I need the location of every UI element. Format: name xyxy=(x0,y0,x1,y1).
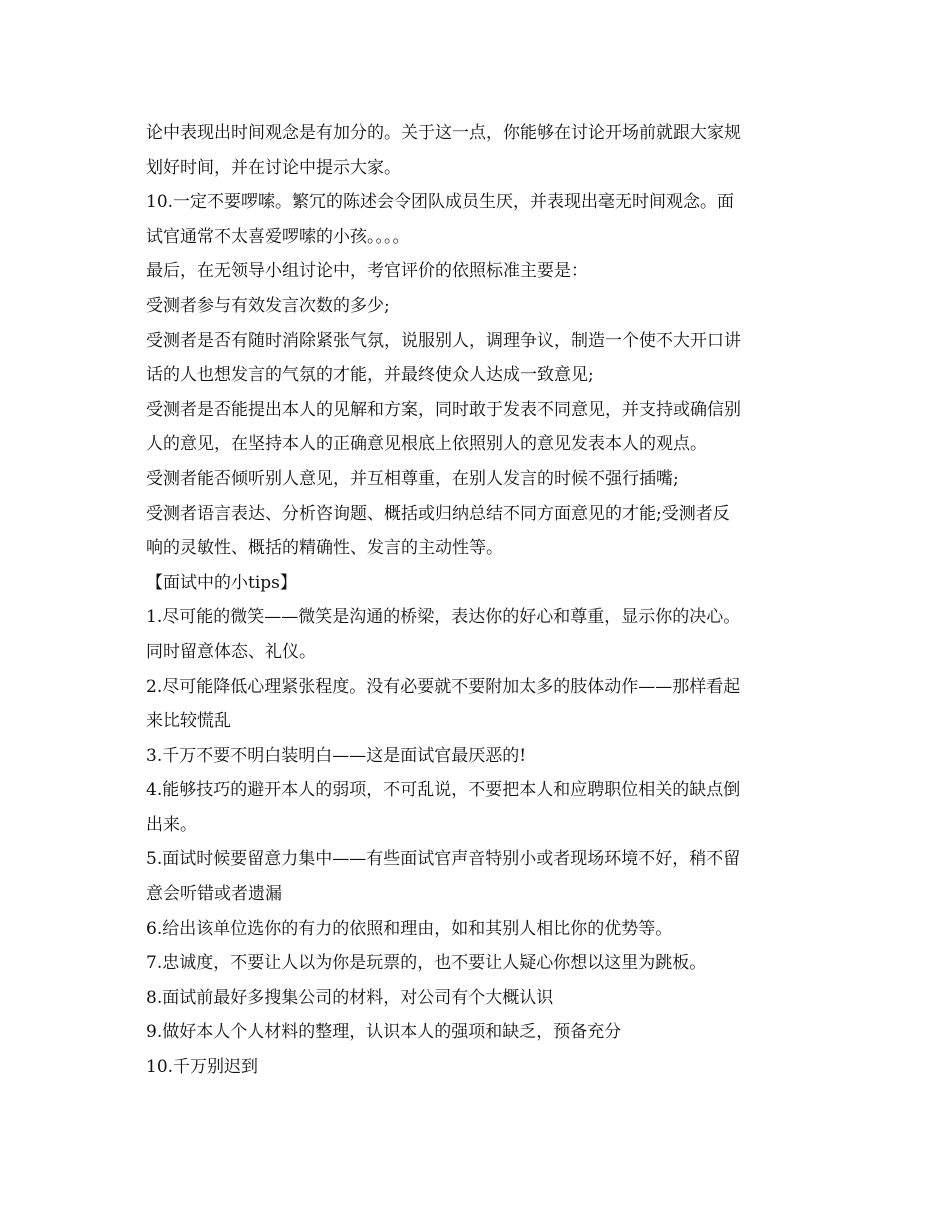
text-line: 受测者能否倾听别人意见，并互相尊重，在别人发言的时候不强行插嘴; xyxy=(146,468,679,489)
list-item: 2.尽可能降低心理紧张程度。没有必要就不要附加太多的肢体动作——那样看起 xyxy=(146,676,741,697)
text-line: 受测者语言表达、分析咨询题、概括或归纳总结不同方面意见的才能;受测者反 xyxy=(146,503,730,524)
text-line: 论中表现出时间观念是有加分的。关于这一点，你能够在讨论开场前就跟大家规 xyxy=(146,123,741,143)
text-line: 划好时间，并在讨论中提示大家。 xyxy=(146,157,401,178)
list-item: 6.给出该单位选你的有力的依照和理由，如和其别人相比你的优势等。 xyxy=(146,918,673,939)
text-line: 试官通常不太喜爱啰嗦的小孩。。。。 xyxy=(146,226,410,247)
text-line: 话的人也想发言的气氛的才能，并最终使众人达成一致意见; xyxy=(146,365,594,386)
list-item-continuation: 意会听错或者遗漏 xyxy=(146,884,282,905)
document-body xyxy=(146,116,814,1085)
text-line: 受测者是否有随时消除紧张气氛，说服别人，调理争议，制造一个使不大开口讲 xyxy=(146,330,741,351)
list-item-continuation: 同时留意体态、礼仪。 xyxy=(146,641,316,662)
text-line: 响的灵敏性、概括的精确性、发言的主动性等。 xyxy=(146,538,503,559)
list-item: 8.面试前最好多搜集公司的材料，对公司有个大概认识 xyxy=(146,987,554,1008)
section-heading: 【面试中的小tips】 xyxy=(146,572,297,593)
list-item: 3.千万不要不明白装明白——这是面试官最厌恶的! xyxy=(146,745,527,766)
text-line: 人的意见，在坚持本人的正确意见根底上依照别人的意见发表本人的观点。 xyxy=(146,434,707,455)
text-line: 受测者是否能提出本人的见解和方案，同时敢于发表不同意见，并支持或确信别 xyxy=(146,399,741,420)
text-line: 受测者参与有效发言次数的多少; xyxy=(146,295,390,316)
list-item: 4.能够技巧的避开本人的弱项，不可乱说，不要把本人和应聘职位相关的缺点倒 xyxy=(146,780,741,801)
list-item-continuation: 出来。 xyxy=(146,814,197,835)
text-line: 最后，在无领导小组讨论中，考官评价的依照标准主要是： xyxy=(146,261,588,282)
list-item: 1.尽可能的微笑——微笑是沟通的桥梁，表达你的好心和尊重，显示你的决心。 xyxy=(146,607,741,628)
text-line: 10.一定不要啰嗦。繁冗的陈述会令团队成员生厌，并表现出毫无时间观念。面 xyxy=(146,192,735,213)
list-item: 7.忠诚度，不要让人以为你是玩票的，也不要让人疑心你想以这里为跳板。 xyxy=(146,953,707,974)
list-item-continuation: 来比较慌乱 xyxy=(146,711,231,732)
list-item: 5.面试时候要留意力集中——有些面试官声音特别小或者现场环境不好，稍不留 xyxy=(146,849,741,870)
list-item: 9.做好本人个人材料的整理，认识本人的强项和缺乏，预备充分 xyxy=(146,1022,622,1043)
list-item: 10.千万别迟到 xyxy=(146,1057,259,1078)
